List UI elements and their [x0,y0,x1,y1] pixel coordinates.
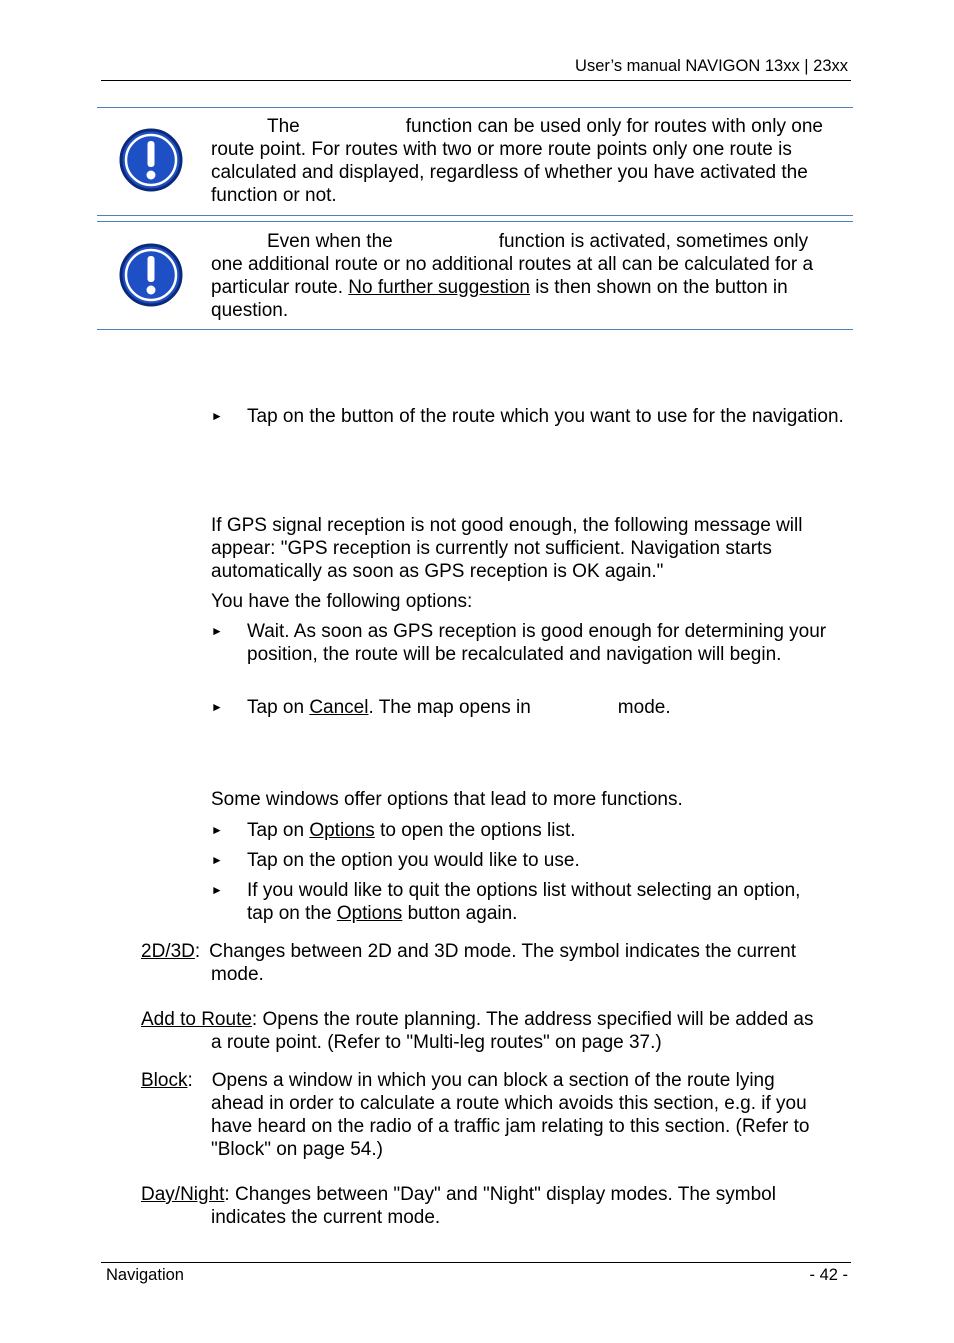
definition-sep: : [187,1070,193,1091]
page-number: - 42 - [809,1266,848,1284]
definition-continuation: ahead in order to calculate a route which avoids this section, e.g. if you have heard on the radio of a traffic jam relating to this section. (Refer to "Block" on page 54.) [211,1093,810,1160]
bullet-text-part: tap on the [247,903,332,924]
definition-text: Opens a window in which you can block a section of the route lying [211,1070,775,1091]
bullet-text-part: Tap on [247,820,305,841]
note-text-after-gap: function can be used only for routes with only one [405,116,823,137]
footer-rule [101,1262,851,1263]
definition-text: Changes between "Day" and "Night" display modes. The symbol [229,1184,776,1205]
cancel-link: Cancel [309,697,369,718]
note-rule [97,221,853,222]
bullet-arrow-icon: ► [211,853,223,867]
list-item [211,879,851,925]
bullet-text [247,696,851,719]
bullet-text: Wait. As soon as GPS reception is good enough for determining your position, the route will be recalculated and navigation will begin. [247,621,827,665]
note-box-1 [97,107,853,217]
definition-continuation: indicates the current mode. [211,1207,441,1228]
note-rest: one additional route or no additional routes at all can be calculated for a particular route. [211,254,814,298]
bullet-text [247,819,851,842]
gps-paragraph [211,514,851,583]
exclamation-icon [119,243,183,307]
note-text [211,230,851,322]
bullet-text: Tap on the option you would like to use. [247,850,580,871]
definition-sep: : [251,1009,258,1030]
bullet-text-part: If you would like to quit the options list without selecting an option, [247,880,801,901]
list-item [211,405,851,451]
note-rest: route point. For routes with two or more route points only one route is calculated and displayed, regardless of whether you have activated the function or not. [211,139,808,206]
options-intro-text: You have the following options: [211,591,473,612]
note-rest: is then shown on the button in question. [211,277,788,321]
page-header: User’s manual NAVIGON 13xx | 23xx [575,57,848,75]
options-text: Some windows offer options that lead to more functions. [211,789,683,810]
definition-term: Add to Route [141,1009,252,1030]
no-further-suggestion-link: No further suggestion [348,277,530,298]
definition-term: 2D/3D [141,941,195,962]
definition-term: Block [141,1070,188,1091]
options-link: Options [336,903,403,924]
definition-sep: : [194,941,201,962]
bullet-arrow-icon: ► [211,700,223,714]
note-rule [97,215,853,216]
definition-add-to-route [141,1008,851,1054]
definition-sep: : [224,1184,230,1205]
definition-text: Changes between 2D and 3D mode. The symbol indicates the current [209,941,797,962]
footer-section: Navigation [106,1266,184,1284]
bullet-text: Tap on the button of the route which you want to use for the navigation. [247,406,844,427]
bullet-arrow-icon: ► [211,823,223,837]
bullet-arrow-icon: ► [211,883,223,897]
options-intro [211,590,851,613]
list-item [211,620,851,689]
bullet-text-part: . The map opens in [368,697,531,718]
bullet-text-part: button again. [407,903,518,924]
bullet-arrow-icon: ► [211,624,223,638]
definition-continuation: mode. [211,964,264,985]
list-item [211,696,851,719]
gps-text: If GPS signal reception is not good enough, the following message will appear: "GPS reception is currently not sufficient. Navigation starts automatically as soon as GPS reception is OK again." [211,515,803,582]
bullet-arrow-icon: ► [211,409,223,423]
note-rule [97,329,853,330]
options-paragraph [211,788,851,811]
note-box-2 [97,221,853,331]
list-item [211,849,851,872]
header-rule [101,80,851,81]
bullet-text [247,879,851,925]
definition-2d3d [141,940,851,986]
note-lead: Even when the [267,231,393,252]
options-link: Options [309,820,375,841]
bullet-text-part: mode. [617,697,671,718]
list-item [211,819,851,842]
definition-text: Opens the route planning. The address specified will be added as [257,1009,814,1030]
bullet-text-part: to open the options list. [380,820,576,841]
definition-term: Day/Night [141,1184,225,1205]
definition-day-night [141,1183,851,1229]
note-lead: The [267,116,300,137]
exclamation-icon [119,128,183,192]
bullet-text-part: Tap on [247,697,305,718]
definition-continuation: a route point. (Refer to "Multi-leg routes" on page 37.) [211,1032,662,1053]
definition-block [141,1069,851,1161]
note-rule [97,107,853,108]
note-text [211,115,851,207]
note-text-after-gap: function is activated, sometimes only [498,231,809,252]
